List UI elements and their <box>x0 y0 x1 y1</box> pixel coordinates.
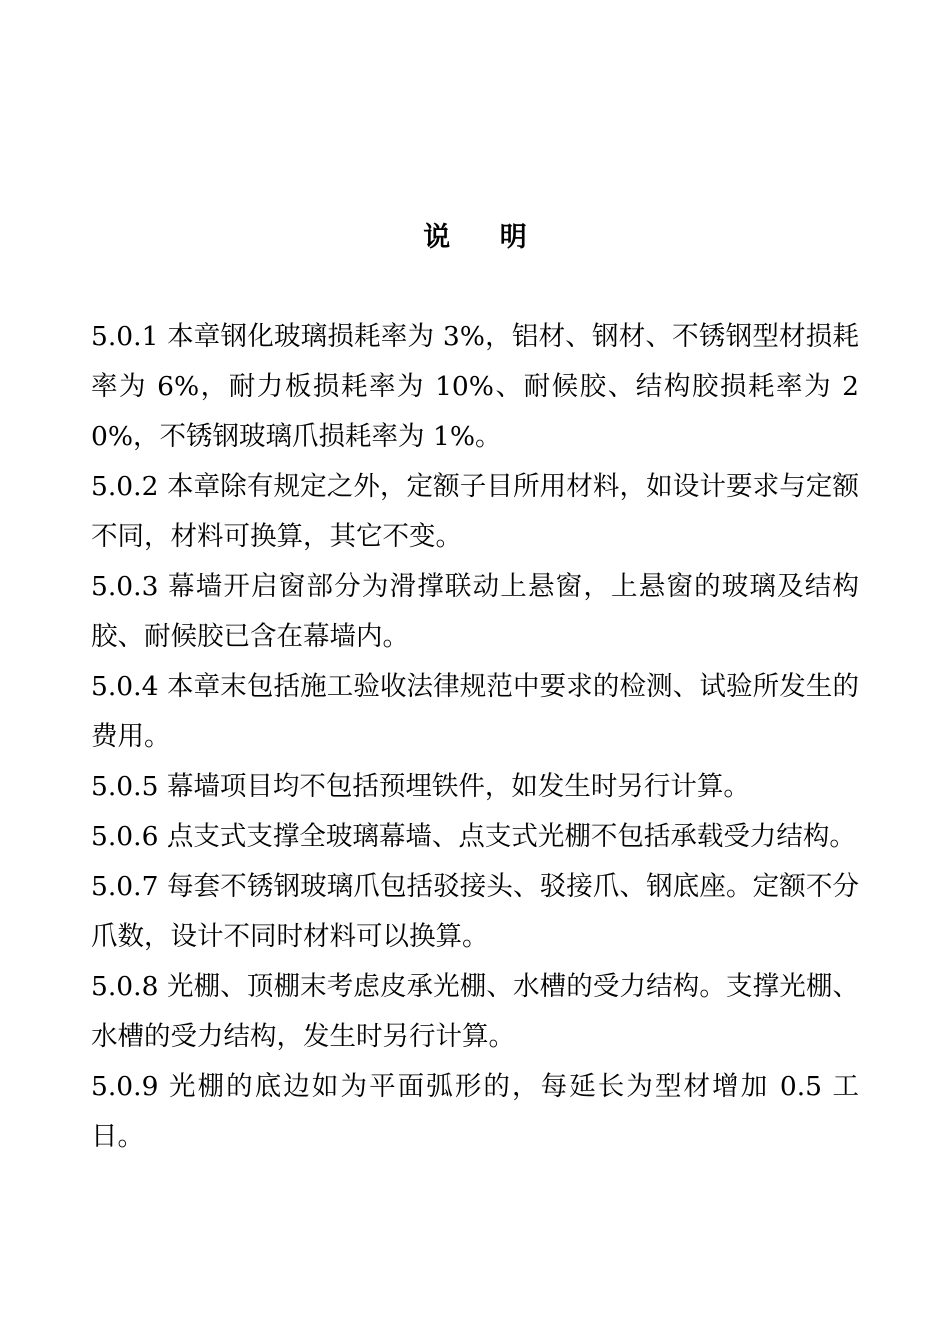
paragraph-5-0-7: 5.0.7 每套不锈钢玻璃爪包括驳接头、驳接爪、钢底座。定额不分爪数，设计不同时材料可以换算。 <box>91 871 859 952</box>
paragraph-5-0-8: 5.0.8 光棚、顶棚末考虑皮承光棚、水槽的受力结构。支撑光棚、水槽的受力结构，发生时另行计算。 <box>91 971 859 1052</box>
paragraph-5-0-3: 5.0.3 幕墙开启窗部分为滑撑联动上悬窗，上悬窗的玻璃及结构胶、耐候胶已含在幕墙内。 <box>91 571 859 652</box>
paragraph-5-0-4: 5.0.4 本章末包括施工验收法律规范中要求的检测、试验所发生的费用。 <box>91 671 859 752</box>
paragraph-5-0-9: 5.0.9 光棚的底边如为平面弧形的，每延长为型材增加 0.5 工日。 <box>91 1071 859 1152</box>
paragraph-5-0-6: 5.0.6 点支式支撑全玻璃幕墙、点支式光棚不包括承载受力结构。 <box>91 821 856 852</box>
paragraph-5-0-5: 5.0.5 幕墙项目均不包括预埋铁件，如发生时另行计算。 <box>91 771 750 802</box>
document-body <box>91 312 859 1162</box>
paragraph-5-0-1: 5.0.1 本章钢化玻璃损耗率为 3%，铝材、钢材、不锈钢型材损耗率为 6%，耐力板损耗率为 10%、耐候胶、结构胶损耗率为 20%，不锈钢玻璃爪损耗率为 1%。 <box>91 321 859 452</box>
page-title: 说 明 <box>423 222 547 253</box>
paragraph-5-0-2: 5.0.2 本章除有规定之外，定额子目所用材料，如设计要求与定额不同，材料可换算，其它不变。 <box>91 471 859 552</box>
